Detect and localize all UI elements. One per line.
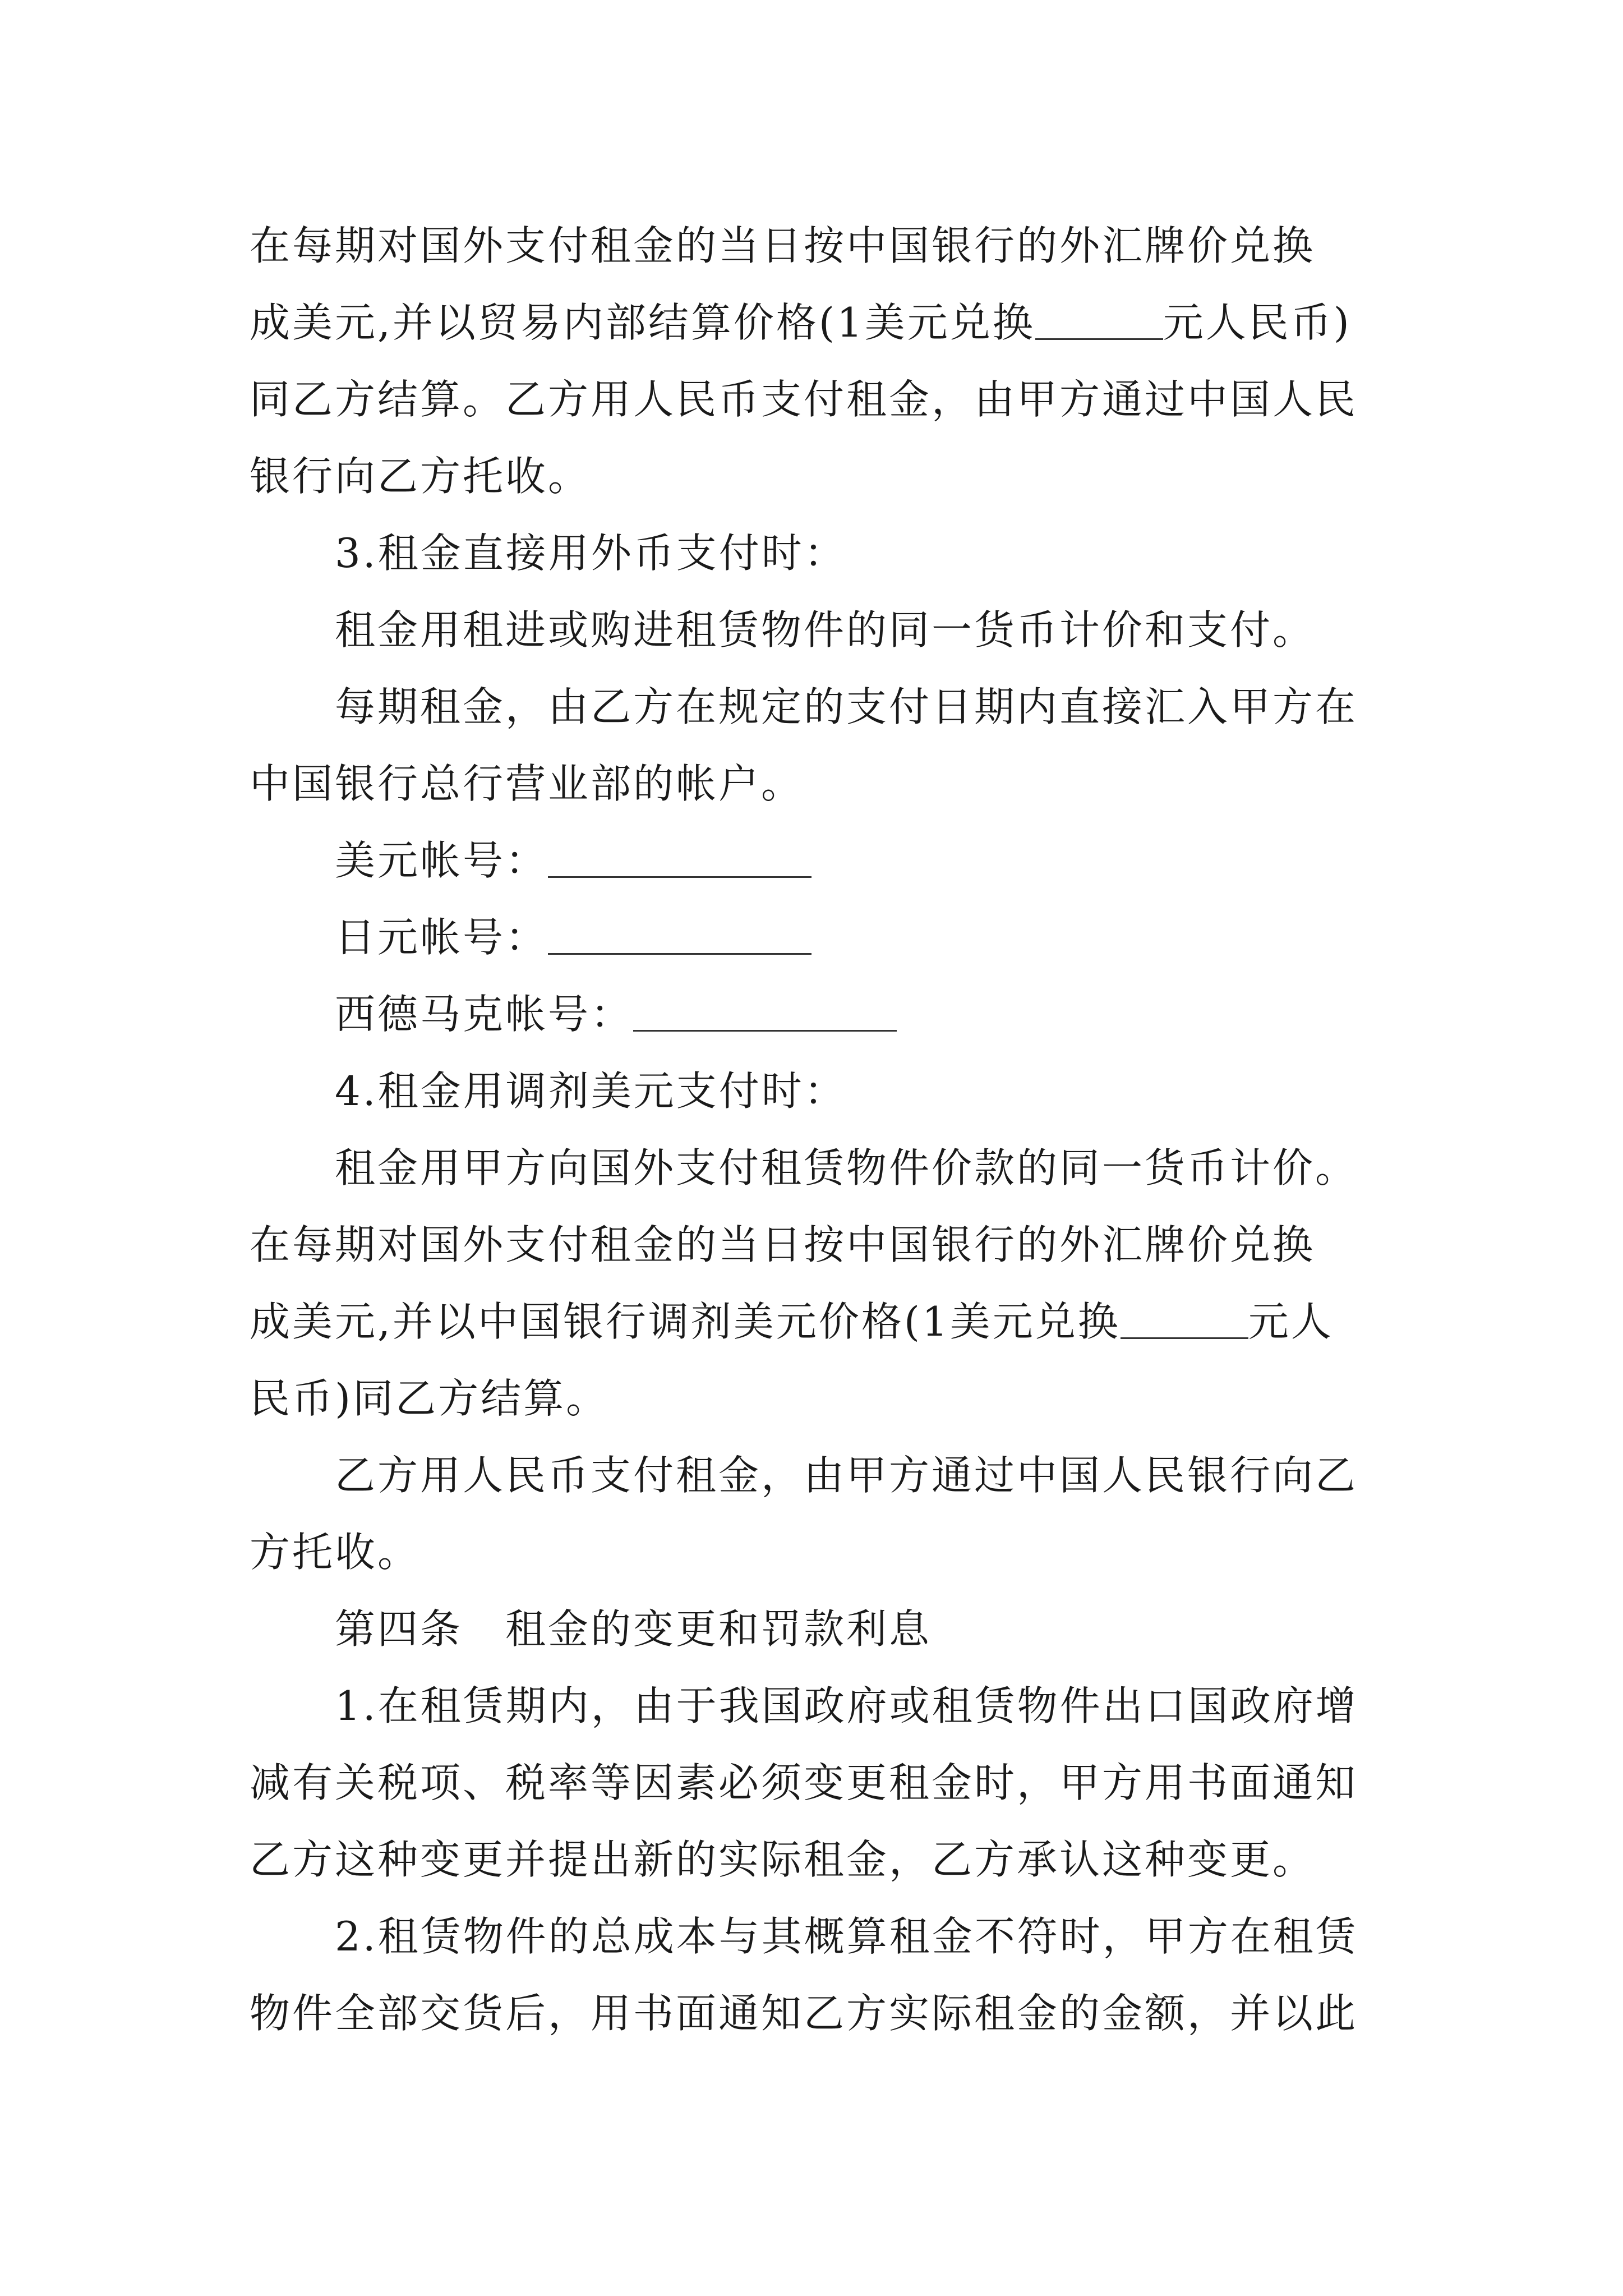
paragraph-line: 物件全部交货后，用书面通知乙方实际租金的金额，并以此: [250, 1990, 1358, 2037]
field-label: 西德马克帐号：: [335, 991, 634, 1038]
account-field-jpy: [250, 899, 1394, 976]
account-field-dem: [250, 976, 1394, 1053]
paragraph-line: 在每期对国外支付租金的当日按中国银行的外汇牌价兑换: [250, 222, 1316, 269]
paragraph-line: 租金用租进或购进租赁物件的同一货币计价和支付。: [335, 606, 1316, 654]
paragraph-line: 乙方用人民币支付租金，由甲方通过中国人民银行向乙: [335, 1452, 1358, 1499]
line-text: 元人: [1248, 1298, 1334, 1345]
paragraph-line: 减有关税项、税率等因素必须变更租金时，甲方用书面通知: [250, 1759, 1358, 1806]
paragraph-line: 1.在租赁期内，由于我国政府或租赁物件出口国政府增: [335, 1682, 1358, 1729]
line-text: 元人民币): [1163, 299, 1352, 346]
paragraph-line: 方托收。: [250, 1529, 421, 1576]
fill-in-blank[interactable]: [1035, 299, 1163, 340]
line-text: 成美元,并以贸易内部结算价格(1美元兑换: [250, 299, 1035, 346]
fill-in-blank[interactable]: [1121, 1298, 1248, 1339]
paragraph-line: 民币)同乙方结算。: [250, 1375, 609, 1422]
field-label: 美元帐号：: [335, 837, 548, 884]
paragraph-line: 租金用甲方向国外支付租赁物件价款的同一货币计价。: [335, 1144, 1358, 1191]
paragraph-line: 在每期对国外支付租金的当日按中国银行的外汇牌价兑换: [250, 1221, 1316, 1268]
account-field-usd: [250, 822, 1394, 899]
paragraph-line: 2.租赁物件的总成本与其概算租金不符时，甲方在租赁: [335, 1913, 1358, 1960]
paragraph-line: 每期租金，由乙方在规定的支付日期内直接汇入甲方在: [335, 683, 1358, 730]
paragraph-line: 银行向乙方托收。: [250, 453, 591, 500]
paragraph-line: 中国银行总行营业部的帐户。: [250, 760, 804, 807]
dem-account-blank[interactable]: [633, 991, 897, 1032]
paragraph-line: 同乙方结算。乙方用人民币支付租金，由甲方通过中国人民: [250, 376, 1358, 423]
section-heading: 3.租金直接用外币支付时：: [335, 530, 847, 577]
article-heading: 第四条 租金的变更和罚款利息: [335, 1605, 932, 1653]
jpy-account-blank[interactable]: [548, 914, 811, 955]
paragraph-line: [250, 1283, 1394, 1360]
line-text: 成美元,并以中国银行调剂美元价格(1美元兑换: [250, 1298, 1121, 1345]
field-label: 日元帐号：: [335, 914, 548, 961]
paragraph-line: [250, 284, 1394, 361]
section-heading: 4.租金用调剂美元支付时：: [335, 1068, 847, 1115]
paragraph-line: 乙方这种变更并提出新的实际租金，乙方承认这种变更。: [250, 1836, 1316, 1883]
usd-account-blank[interactable]: [548, 837, 811, 878]
document-page: [250, 208, 1394, 2052]
